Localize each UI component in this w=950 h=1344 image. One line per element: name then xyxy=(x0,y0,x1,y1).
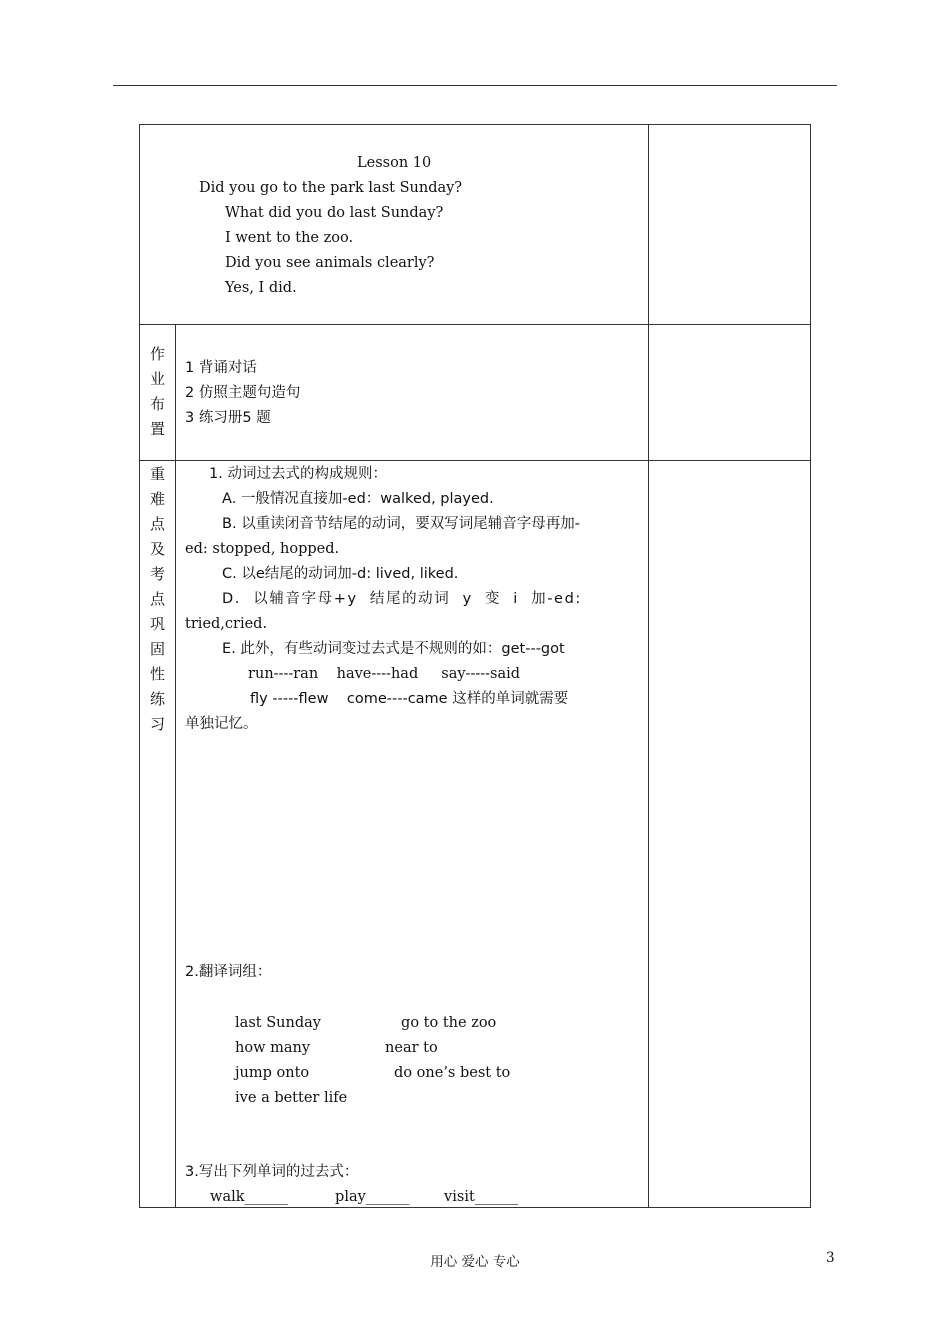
rule-text: fly -----flew come----came 这样的单词就需要 xyxy=(250,691,569,707)
phrase-item: do one’s best to xyxy=(394,1065,511,1081)
page-number: 3 xyxy=(826,1250,835,1266)
dialog-line: Yes, I did. xyxy=(225,280,297,296)
rule-text: 单独记忆。 xyxy=(185,716,258,732)
homework-item: 1 背诵对话 xyxy=(185,360,257,376)
homework-content-cell xyxy=(176,325,649,461)
key-points-label-cell xyxy=(140,461,176,1208)
phrase-item: how many xyxy=(235,1040,311,1056)
section-title: 2.翻译词组： xyxy=(185,964,272,980)
homework-label-cell xyxy=(140,325,176,461)
lesson-header-cell xyxy=(140,125,649,325)
rule-text: A. 一般情况直接加-ed：walked, played. xyxy=(222,491,494,507)
homework-item: 2 仿照主题句造句 xyxy=(185,385,301,401)
side-cell xyxy=(648,325,810,461)
key-points-label: 重 难 点 及 考 点 巩 固 性 练 习 xyxy=(150,465,166,733)
rule-text: B. 以重读闭音节结尾的动词，要双写词尾辅音字母再加- xyxy=(222,516,580,532)
lesson-table xyxy=(139,124,811,1208)
dialog-line: Did you go to the park last Sunday? xyxy=(199,180,463,196)
dialog-line: I went to the zoo. xyxy=(225,230,354,246)
lesson-header-row xyxy=(140,125,811,325)
rule-text: tried,cried. xyxy=(185,616,268,632)
dialog-line: What did you do last Sunday? xyxy=(225,205,444,221)
phrase-item: jump onto xyxy=(235,1065,310,1081)
homework-item: 3 练习册5 题 xyxy=(185,410,271,426)
section-title: 1. 动词过去式的构成规则： xyxy=(209,466,387,482)
key-points-row xyxy=(140,461,811,1208)
rule-text: E. 此外，有些动词变过去式是不规则的如：get---got xyxy=(222,641,565,657)
section-title: 3.写出下列单词的过去式： xyxy=(185,1164,359,1180)
lesson-title: Lesson 10 xyxy=(357,155,432,171)
blank-item: visit______ xyxy=(444,1189,519,1205)
phrase-item: last Sunday xyxy=(235,1015,321,1031)
phrase-item: near to xyxy=(385,1040,438,1056)
footer-motto: 用心 爱心 专心 xyxy=(430,1254,520,1270)
homework-row xyxy=(140,325,811,461)
phrase-item: ive a better life xyxy=(235,1090,348,1106)
dialog-line: Did you see animals clearly? xyxy=(225,255,435,271)
rule-text: C. 以e结尾的动词加-d: lived, liked. xyxy=(222,566,459,582)
side-cell xyxy=(648,461,810,1208)
rule-text: D. 以辅音字母+y 结尾的动词 y 变 i 加-ed: xyxy=(222,591,582,607)
blank-item: play______ xyxy=(335,1189,410,1205)
phrase-item: go to the zoo xyxy=(401,1015,497,1031)
homework-label: 作 业 布 置 xyxy=(150,345,166,438)
key-points-content-cell xyxy=(176,461,649,1208)
rule-text: run----ran have----had say-----said xyxy=(248,666,521,682)
header-rule xyxy=(113,85,837,86)
rule-text: ed: stopped, hopped. xyxy=(185,541,340,557)
blank-item: walk______ xyxy=(210,1189,289,1205)
side-cell xyxy=(648,125,810,325)
